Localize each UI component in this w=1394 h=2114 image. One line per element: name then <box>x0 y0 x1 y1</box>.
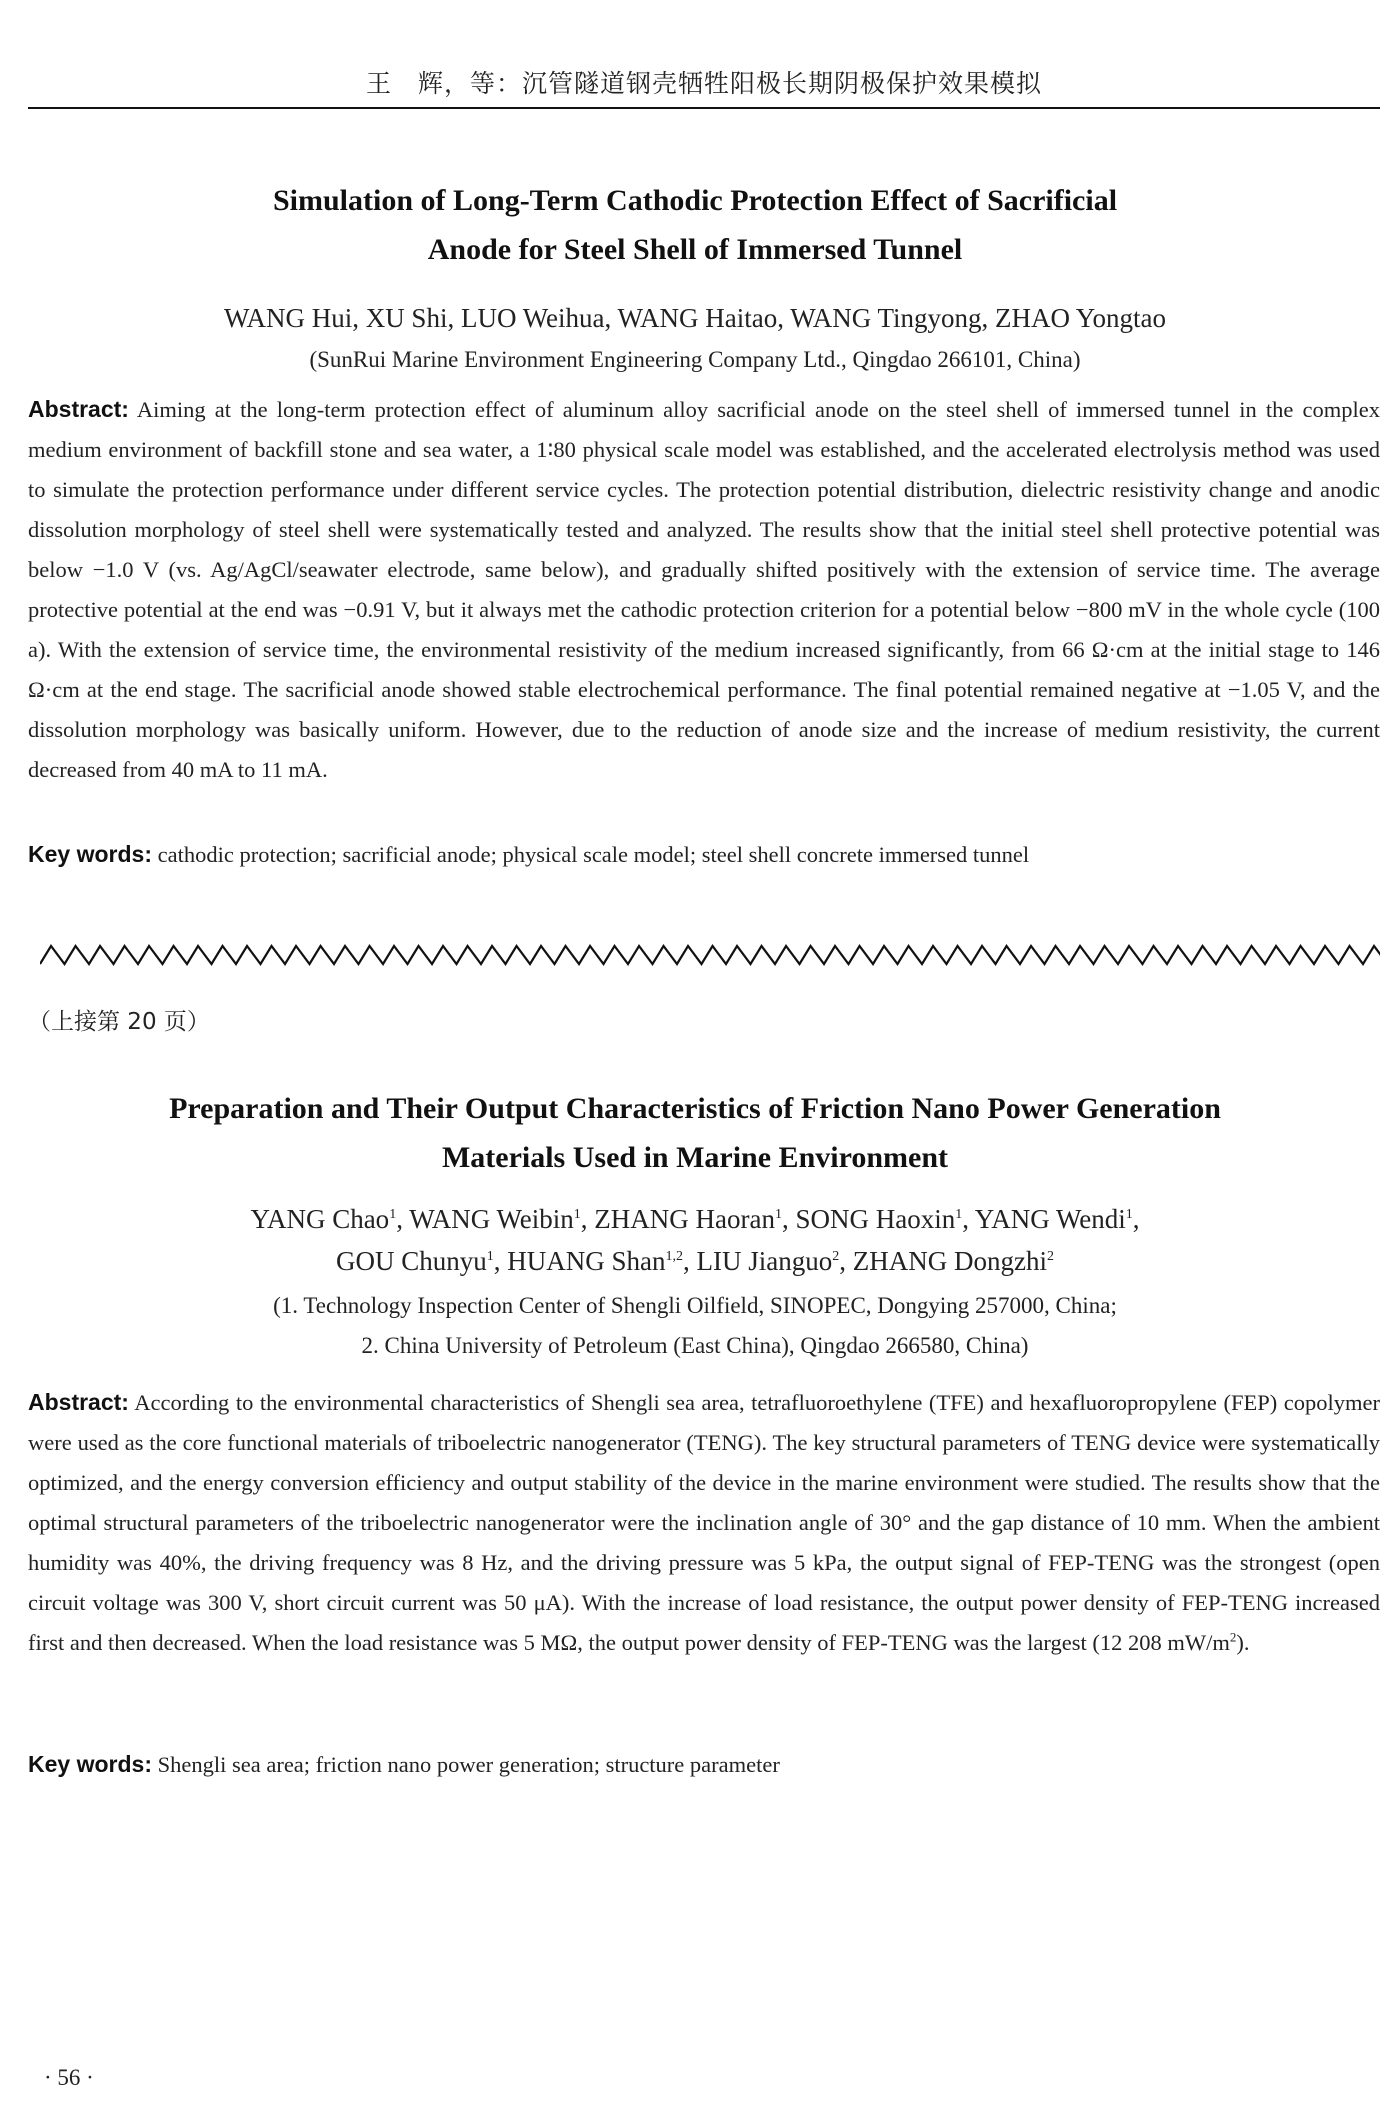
author-affiliation-mark: 2 <box>1046 1249 1054 1264</box>
article2-title-line2: Materials Used in Marine Environment <box>441 1141 949 1174</box>
author-name: YANG Chao <box>250 1204 390 1234</box>
author-affiliation-mark: 1 <box>486 1249 494 1264</box>
page-number: · 56 · <box>44 2065 94 2090</box>
continued-note: （上接第 20 页） <box>28 1009 210 1035</box>
author-name: LIU Jianguo <box>696 1246 833 1276</box>
author-separator: , <box>493 1246 508 1276</box>
author-affiliation-mark: 1,2 <box>665 1249 684 1264</box>
author-separator: , <box>396 1204 410 1234</box>
author-name: WANG Weibin <box>409 1204 574 1234</box>
article1-keywords <box>28 834 1380 875</box>
author-name: HUANG Shan <box>507 1246 666 1276</box>
article2-affiliation-line1: (1. Technology Inspection Center of Shengli Oilfield, SINOPEC, Dongying 257000, China; <box>273 1293 1117 1318</box>
running-head: 王 辉，等：沉管隧道钢壳牺牲阳极长期阴极保护效果模拟 <box>365 69 1042 98</box>
article1-authors: WANG Hui, XU Shi, LUO Weihua, WANG Haitao, WANG Tingyong, ZHAO Yongtao <box>223 303 1167 333</box>
author-name: SONG Haoxin <box>795 1204 956 1234</box>
article2-authors-line1 <box>60 1198 1330 1240</box>
article1-title <box>120 176 1270 274</box>
author-separator: , <box>580 1204 595 1234</box>
article2-keywords-label: Key words: <box>28 1751 152 1777</box>
article1-abstract <box>28 389 1380 790</box>
article2-authors <box>60 1198 1330 1282</box>
author-name: YANG Wendi <box>974 1204 1126 1234</box>
article2-abstract-text: According to the environmental characteristics of Shengli sea area, tetrafluoroethylene (TFE) and hexafluoropropylene (FEP) copolymer were used as the core functional materials of triboelectric nanogenerator (TENG). The key structural parameters of TENG device were systematically optimized, and the energy conversion efficiency and output stability of the device in the marine environment were studied. The results show that the optimal structural parameters of the triboelectric nanogenerator were the inclination angle of 30° and the gap distance of 10 mm. When the ambient humidity was 40%, the driving frequency was 8 Hz, and the driving pressure was 5 kPa, the output signal of FEP-TENG was the strongest (open circuit voltage was 300 V, short circuit current was 50 μA). With the increase of load resistance, the output power density of FEP-TENG increased first and then decreased. When the load resistance was 5 MΩ, the output power density of FEP-TENG was the largest (12 208 mW/m <box>28 1390 1380 1655</box>
article2-title <box>120 1084 1270 1182</box>
author-separator: , <box>839 1246 853 1276</box>
article2-authors-line2 <box>60 1240 1330 1282</box>
author-affiliation-mark: 1 <box>774 1207 782 1222</box>
author-separator: , <box>683 1246 697 1276</box>
author-affiliation-mark: 1 <box>1125 1207 1133 1222</box>
author-name: ZHANG Haoran <box>594 1204 775 1234</box>
author-name: ZHANG Dongzhi <box>852 1246 1047 1276</box>
author-separator: , <box>1132 1204 1140 1234</box>
article1-title-line2: Anode for Steel Shell of Immersed Tunnel <box>427 233 963 266</box>
article2-abstract-label: Abstract: <box>28 1389 129 1415</box>
header-rule <box>28 107 1380 109</box>
article2-affiliation <box>60 1286 1330 1366</box>
article2-keywords <box>28 1744 1380 1785</box>
article2-keywords-text: Shengli sea area; friction nano power generation; structure parameter <box>157 1752 780 1777</box>
author-affiliation-mark: 1 <box>955 1207 963 1222</box>
author-name: GOU Chunyu <box>336 1246 487 1276</box>
article1-affiliation: (SunRui Marine Environment Engineering Company Ltd., Qingdao 266101, China) <box>309 347 1081 372</box>
article1-abstract-label: Abstract: <box>28 396 129 422</box>
article2-affiliation-line2: 2. China University of Petroleum (East China), Qingdao 266580, China) <box>361 1333 1029 1358</box>
author-affiliation-mark: 2 <box>832 1249 840 1264</box>
article2-abstract-sup: 2 <box>1229 1629 1237 1645</box>
author-separator: , <box>781 1204 796 1234</box>
article2-abstract <box>28 1382 1380 1663</box>
article1-keywords-label: Key words: <box>28 841 152 867</box>
author-affiliation-mark: 1 <box>573 1207 581 1222</box>
article2-abstract-text-end: ). <box>1236 1630 1250 1655</box>
article1-abstract-text: Aiming at the long-term protection effect of aluminum alloy sacrificial anode on the steel shell of immersed tunnel in the complex medium environment of backfill stone and sea water, a 1∶80 physical scale model was established, and the accelerated electrolysis method was used to simulate the protection performance under different service cycles. The protection potential distribution, dielectric resistivity change and anodic dissolution morphology of steel shell were systematically tested and analyzed. The results show that the initial steel shell protective potential was below −1.0 V (vs. Ag/AgCl/seawater electrode, same below), and gradually shifted positively with the extension of service time. The average protective potential at the end was −0.91 V, but it always met the cathodic protection criterion for a potential below −800 mV in the whole cycle (100 a). With the extension of service time, the environmental resistivity of the medium increased significantly, from 66 Ω·cm at the initial stage to 146 Ω·cm at the end stage. The sacrificial anode showed stable electrochemical performance. The final potential remained negative at −1.05 V, and the dissolution morphology was basically uniform. However, due to the reduction of anode size and the increase of medium resistivity, the current decreased from 40 mA to 11 mA. <box>28 397 1380 782</box>
article1-title-line1: Simulation of Long-Term Cathodic Protection Effect of Sacrificial <box>272 184 1118 217</box>
article1-keywords-text: cathodic protection; sacrificial anode; physical scale model; steel shell concrete immersed tunnel <box>157 842 1030 867</box>
wave-separator <box>40 942 1380 968</box>
author-affiliation-mark: 1 <box>389 1207 397 1222</box>
article2-title-line1: Preparation and Their Output Characteristics of Friction Nano Power Generation <box>169 1092 1221 1125</box>
author-separator: , <box>962 1204 975 1234</box>
